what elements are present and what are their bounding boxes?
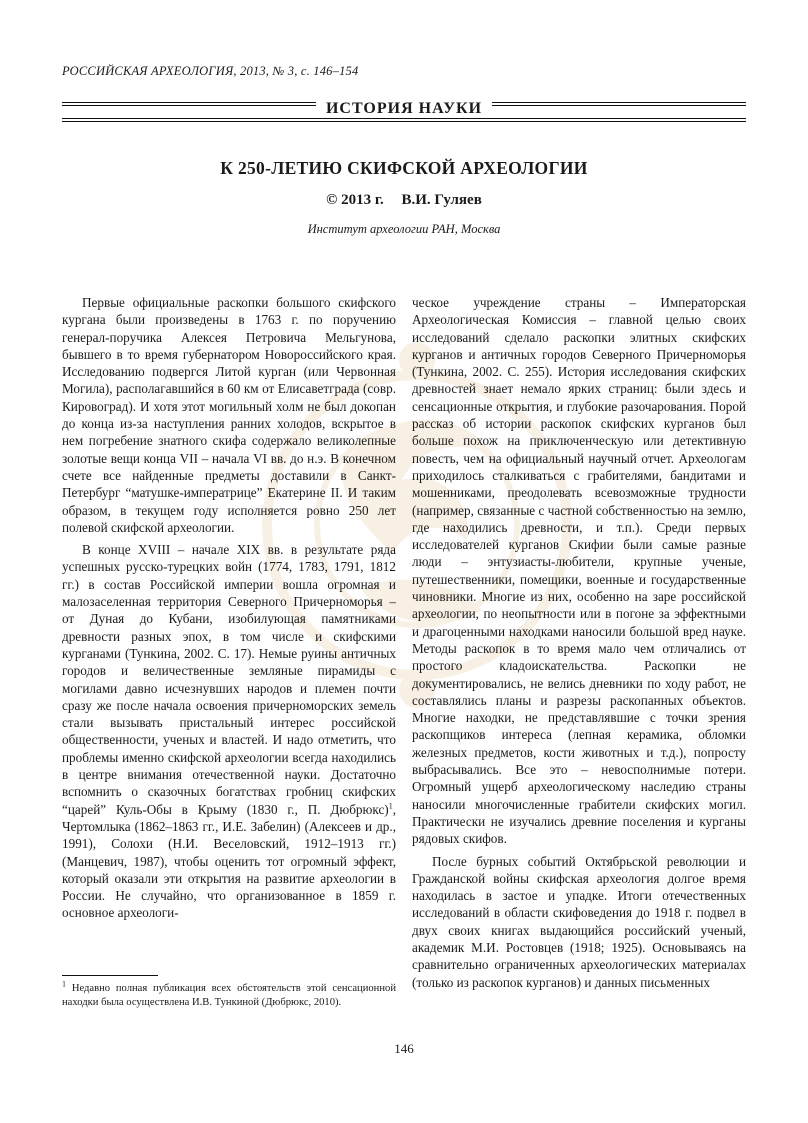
footnote-text: Недавно полная публикация всех обстоятельств этой сенсационной находки была осуществлена И.В. Тункиной (Дюбрюкс, 2010).: [62, 983, 396, 1008]
footnote-mark: 1: [62, 979, 66, 989]
copyright: © 2013 г.: [326, 192, 384, 208]
paragraph-text: В конце XVIII – начале XIX вв. в результате ряда успешных русско-турецких войн (1774, 1783, 1791, 1812 гг.) в состав Российской империи вошла огромная и малозаселенная территория Северного Причерноморья – от Дуная до Кубани, изобилующая памятниками древности разных эпох, в том числе и скифскими курганами (Тункина, 2002. С. 17). Немые руины античных городов и величественные земляные пирамиды с могилами давно исчезнувших народов и племен почти сразу же после начала освоения причерноморских земель стали вызывать пристальный интерес российской общественности, ученых и властей. И надо отметить, что проблемы именно скифской археологии всегда находились в центре внимания отечественной науки. Достаточно вспомнить о сказочных богатствах гробниц скифских “царей” Куль-Обы в Крыму (1830 г., П. Дюбрюкс): [62, 542, 396, 817]
header-rule-bottom-2: [62, 121, 746, 122]
footnote-reference[interactable]: 1: [388, 801, 393, 811]
column-right: [412, 294, 746, 1034]
footnote: [62, 979, 396, 1010]
affiliation: Институт археологии РАН, Москва: [307, 222, 501, 236]
section-heading-wrap: [0, 100, 808, 118]
running-head: РОССИЙСКАЯ АРХЕОЛОГИЯ, 2013, № 3, с. 146–154: [62, 64, 359, 78]
byline: [0, 192, 808, 209]
paragraph: [62, 541, 396, 922]
paragraph: Первые официальные раскопки большого скифского кургана были произведены в 1763 г. по поручению генерал-поручика Алексея Петровича Мельгунова, бывшего в то время губернатором Новороссийского края. Исследованию подвергся Литой курган (или Червонная Могила), располагавшийся в 60 км от Елисаветграда (совр. Кировоград). И хотя этот могильный холм не был докопан до конца из-за наступления ранних холодов, вскрытое в нем погребение знатного скифа содержало великолепные золотые вещи конца VII – начала VI вв. до н.э. В конечном счете все найденные предметы доставили в Санкт-Петербург “матушке-императрице” Екатерине II. И таким образом, в текущем году исполняется ровно 250 лет полевой скифской археологии.: [62, 295, 396, 535]
paragraph-text: , Чертомлыка (1862–1863 гг., И.Е. Забелин) (Алексеев и др., 1991), Солохи (Н.И. Веселовский, 1912–1913 гг.) (Манцевич, 1987), чтобы оценить тот огромный эффект, который оказали эти открытия на развитие археологии в России. Не случайно, что организованное в 1859 г. основное археологи-: [62, 801, 396, 921]
page-number: 146: [394, 1041, 414, 1056]
paragraph: После бурных событий Октябрьской революции и Гражданской войны скифская археология долгое время находилась в застое и упадке. Итоги отечественных исследований в области скифоведения до 1918 г. подвел в двух своих книгах выдающийся российский ученый, академик М.И. Ростовцев (1918; 1925). Основываясь на сравнительно ограниченных археологических материалах (только из раскопок курганов) и данных письменных: [412, 853, 746, 990]
paragraph: ческое учреждение страны – Императорская Археологическая Комиссия – главной целью своих исследований сделало раскопки элитных скифских курганов и античных городов Северного Причерноморья (Тункина, 2002. С. 255). История исследования скифских древностей знает немало ярких страниц: были здесь и сенсационные открытия, и глубокие разочарования. Порой рассказ об истории раскопок скифских курганов был больше похож на приключенческую или детективную повесть, чем на официальный научный отчет. Археологам приходилось сталкиваться с грабителями, бандитами и мошенниками, преодолевать всевозможные трудности (например, связанные с частной собственностью на землю, где находились древности, и т.п.). Среди первых исследователей курганов Скифии были самые разные люди – энтузиасты-любители, крупные ученые, путешественники, помещики, военные и государственные чиновники. Многие из них, особенно на заре российской археологии, по неопытности или в погоне за эффектными и драгоценными находками наносили большой вред науке. Методы раскопок в то время мало чем отличались от простого кладоискательства. Раскопки не документировались, не велись дневники по ходу работ, не составлялись планы и разрезы раскопанных объектов. Многие находки, не представлявшие с точки зрения раскопщиков интереса (лепная керамика, обломки железных предметов, кости животных и т.д.), попросту выбрасывались. Все это – невосполнимые потери. Огромный ущерб археологическому наследию страны наносили многочисленные грабители скифских могил. Практически не изучались древние поселения и курганы рядовых скифов.: [412, 295, 746, 847]
author-name: В.И. Гуляев: [401, 192, 482, 208]
section-heading: ИСТОРИЯ НАУКИ: [316, 100, 492, 117]
header-rule-bottom: [62, 118, 746, 119]
article-title: К 250-ЛЕТИЮ СКИФСКОЙ АРХЕОЛОГИИ: [220, 158, 588, 178]
column-left: [62, 294, 396, 970]
footnote-rule: [62, 975, 158, 976]
